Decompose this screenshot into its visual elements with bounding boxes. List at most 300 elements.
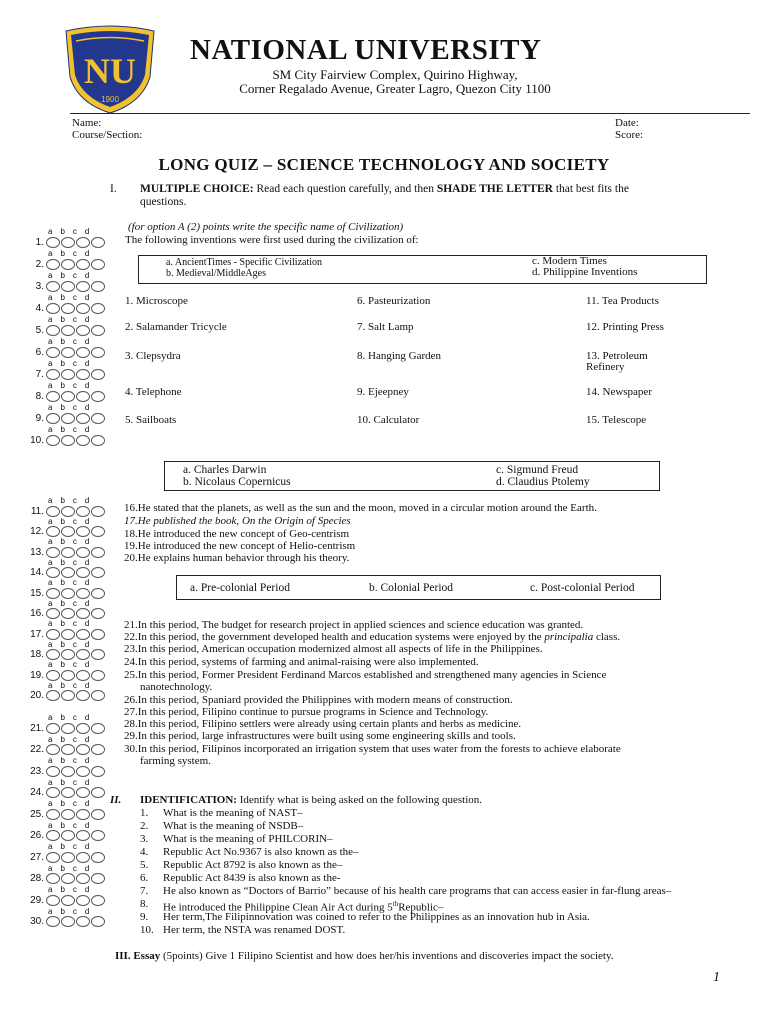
- answer-number: 13.: [30, 546, 44, 558]
- part2-label: IDENTIFICATION:: [140, 794, 237, 806]
- bubble-letters: abcd: [48, 619, 98, 628]
- part1-text2: that best fits the: [552, 183, 629, 195]
- answer-bubble[interactable]: [91, 690, 105, 701]
- answer-bubble[interactable]: [76, 237, 90, 248]
- ident-item: What is the meaning of PHILCORIN–: [163, 833, 333, 845]
- item-11: 11. Tea Products: [586, 295, 659, 307]
- ident-item: Republic Act 8439 is also known as the-: [163, 872, 341, 884]
- answer-bubble[interactable]: [91, 787, 105, 798]
- bubble-letters: abcd: [48, 578, 98, 587]
- answer-bubble[interactable]: [61, 259, 75, 270]
- question-29: 29.In this period, large infrastructures were built using some engineering skills and tools.: [124, 730, 516, 742]
- answer-number: 23.: [30, 765, 44, 777]
- item-12: 12. Printing Press: [586, 321, 664, 333]
- ident-item: Republic Act No.9367 is also known as the–: [163, 846, 359, 858]
- page-number: 1: [713, 970, 720, 985]
- answer-bubble[interactable]: [76, 347, 90, 358]
- answer-bubble[interactable]: [46, 690, 60, 701]
- answer-bubble[interactable]: [76, 547, 90, 558]
- answer-bubble-row: [28, 505, 106, 517]
- answer-bubble[interactable]: [76, 391, 90, 402]
- answer-number: 15.: [30, 587, 44, 599]
- answer-bubble[interactable]: [46, 629, 60, 640]
- answer-bubble[interactable]: [61, 608, 75, 619]
- bubble-letters: abcd: [48, 820, 98, 830]
- answer-bubble[interactable]: [91, 608, 105, 619]
- answer-bubble[interactable]: [46, 567, 60, 578]
- answer-bubble[interactable]: [91, 567, 105, 578]
- option-b: b. Medieval/MiddleAges: [166, 268, 266, 279]
- answer-number: 4.: [35, 302, 44, 314]
- bubble-letters: abcd: [48, 496, 98, 505]
- item-2: 2. Salamander Tricycle: [125, 321, 227, 333]
- answer-number: 2.: [35, 258, 44, 270]
- period-a: a. Pre-colonial Period: [190, 582, 290, 594]
- question-27: 27.In this period, Filipino continue to pursue programs in Science and Technology.: [124, 706, 489, 718]
- answer-bubble[interactable]: [61, 916, 75, 927]
- scientist-c: c. Sigmund Freud: [496, 464, 579, 476]
- answer-bubble[interactable]: [61, 649, 75, 660]
- answer-bubble[interactable]: [76, 787, 90, 798]
- answer-bubble[interactable]: [61, 325, 75, 336]
- quiz-title: LONG QUIZ – SCIENCE TECHNOLOGY AND SOCIETY: [158, 155, 610, 174]
- question-28: 28.In this period, Filipino settlers were already using certain plants and herbs as medicine.: [124, 718, 522, 730]
- answer-bubble[interactable]: [46, 259, 60, 270]
- answer-bubble[interactable]: [46, 413, 60, 424]
- part2-text: Identify what is being asked on the following question.: [236, 794, 482, 806]
- answer-bubble[interactable]: [61, 852, 75, 863]
- answer-number: 16.: [30, 608, 44, 619]
- date-field: Date:: [615, 117, 639, 129]
- answer-bubble[interactable]: [61, 303, 75, 314]
- answer-number: 8.: [35, 390, 44, 402]
- ident-num: 9.: [140, 911, 149, 923]
- address-line-2: Corner Regalado Avenue, Greater Lagro, Quezon City 1100: [239, 81, 551, 96]
- answer-bubble[interactable]: [91, 325, 105, 336]
- answer-bubble-row: [28, 851, 106, 863]
- answer-bubble[interactable]: [61, 830, 75, 841]
- answer-bubble[interactable]: [76, 281, 90, 292]
- answer-bubble[interactable]: [61, 506, 75, 517]
- ident-num: 1.: [140, 807, 149, 819]
- bubble-letters: abcd: [48, 660, 98, 669]
- answer-bubble-row: [28, 649, 106, 661]
- answer-bubble[interactable]: [91, 303, 105, 314]
- answer-bubble-row: [28, 368, 106, 380]
- item-15: 15. Telescope: [586, 414, 647, 426]
- answer-bubble[interactable]: [76, 649, 90, 660]
- answer-number: 24.: [30, 787, 44, 798]
- bubble-letters: abcd: [48, 271, 98, 280]
- answer-bubble[interactable]: [46, 649, 60, 660]
- answer-bubble[interactable]: [61, 588, 75, 599]
- answer-bubble[interactable]: [46, 588, 60, 599]
- answer-bubble-row: [28, 722, 106, 734]
- answer-bubble[interactable]: [46, 787, 60, 798]
- ident-num: 7.: [140, 885, 149, 897]
- period-c: c. Post-colonial Period: [530, 582, 635, 594]
- question-22-c: class.: [593, 631, 621, 643]
- answer-bubble[interactable]: [76, 916, 90, 927]
- answer-bubble[interactable]: [91, 670, 105, 681]
- answer-bubble-row: [28, 324, 106, 336]
- answer-number: 11.: [30, 505, 44, 517]
- answer-bubble-row: [28, 744, 106, 756]
- answer-bubble[interactable]: [91, 391, 105, 402]
- bubble-letters: abcd: [48, 680, 98, 690]
- answer-bubble[interactable]: [76, 303, 90, 314]
- question-18: 18.He introduced the new concept of Geo-centrism: [124, 528, 350, 540]
- question-24: 24.In this period, systems of farming and animal-raising were also implemented.: [124, 656, 479, 668]
- answer-bubble[interactable]: [76, 413, 90, 424]
- answer-number: 1.: [35, 236, 44, 248]
- answer-bubble-row: [28, 434, 106, 446]
- answer-bubble-row: [28, 608, 106, 620]
- ident-item: What is the meaning of NAST–: [163, 807, 303, 819]
- bubble-letters: abcd: [48, 249, 98, 258]
- ident-num: 2.: [140, 820, 149, 832]
- answer-bubble[interactable]: [46, 237, 60, 248]
- answer-bubble[interactable]: [76, 744, 90, 755]
- item-1: 1. Microscope: [125, 295, 188, 307]
- question-22-a: 22.In this period, the government developed health and education systems were enjoyed by the: [124, 631, 545, 643]
- answer-bubble[interactable]: [91, 723, 105, 734]
- university-name: NATIONAL UNIVERSITY: [190, 34, 542, 66]
- option-d: d. Philippine Inventions: [532, 266, 638, 278]
- part1-num: I.: [110, 183, 117, 195]
- answer-bubble[interactable]: [61, 744, 75, 755]
- answer-bubble[interactable]: [46, 608, 60, 619]
- answer-bubble[interactable]: [91, 413, 105, 424]
- answer-bubble[interactable]: [61, 435, 75, 446]
- address-line-1: SM City Fairview Complex, Quirino Highway,: [272, 67, 518, 82]
- answer-number: 28.: [30, 873, 44, 884]
- bubble-letters: abcd: [48, 885, 98, 894]
- answer-bubble[interactable]: [91, 895, 105, 906]
- part3-label: III. Essay: [115, 950, 161, 962]
- answer-bubble[interactable]: [46, 916, 60, 927]
- course-field: Course/Section:: [72, 129, 143, 141]
- answer-bubble-row: [28, 526, 106, 538]
- answer-bubble[interactable]: [46, 809, 60, 820]
- answer-bubble[interactable]: [76, 369, 90, 380]
- answer-bubble[interactable]: [76, 588, 90, 599]
- answer-bubble[interactable]: [61, 766, 75, 777]
- bubble-letters: abcd: [48, 425, 98, 434]
- answer-bubble[interactable]: [91, 506, 105, 517]
- answer-bubble[interactable]: [76, 852, 90, 863]
- answer-bubble[interactable]: [76, 567, 90, 578]
- answer-bubble[interactable]: [76, 766, 90, 777]
- answer-number: 26.: [30, 830, 44, 841]
- question-22-b: principalia: [544, 631, 594, 643]
- bubble-letters: abcd: [48, 734, 98, 744]
- answer-bubble[interactable]: [61, 690, 75, 701]
- answer-bubble[interactable]: [76, 690, 90, 701]
- answer-bubble[interactable]: [46, 526, 60, 537]
- answer-bubble[interactable]: [61, 895, 75, 906]
- answer-bubble[interactable]: [61, 787, 75, 798]
- ident-num: 10.: [140, 924, 154, 936]
- answer-bubble[interactable]: [76, 723, 90, 734]
- item-6: 6. Pasteurization: [357, 295, 431, 307]
- part3: [115, 950, 614, 963]
- answer-bubble[interactable]: [46, 347, 60, 358]
- question-26: 26.In this period, Spaniard provided the Philippines with modern means of construction.: [124, 694, 513, 706]
- answer-bubble[interactable]: [91, 916, 105, 927]
- answer-bubble[interactable]: [61, 347, 75, 358]
- part1-text3: questions.: [140, 196, 187, 208]
- part1-label: MULTIPLE CHOICE:: [140, 183, 254, 195]
- ident-8-num: 8.: [140, 898, 149, 910]
- part1-intro: The following inventions were first used during the civilization of:: [125, 234, 419, 246]
- university-logo: [62, 25, 158, 115]
- answer-bubble[interactable]: [61, 567, 75, 578]
- answer-bubble[interactable]: [91, 766, 105, 777]
- answer-bubble[interactable]: [46, 369, 60, 380]
- bubble-letters: abcd: [48, 359, 98, 368]
- ident-num: 4.: [140, 846, 149, 858]
- answer-number: 27.: [30, 851, 44, 863]
- answer-bubble-row: [28, 587, 106, 599]
- answer-bubble[interactable]: [76, 670, 90, 681]
- part3-text: (5points) Give 1 Filipino Scientist and how does her/his inventions and discoveries impact the society.: [160, 950, 614, 962]
- answer-bubble[interactable]: [91, 347, 105, 358]
- bubble-letters: abcd: [48, 403, 98, 412]
- item-4: 4. Telephone: [125, 386, 182, 398]
- answer-bubble-row: [28, 765, 106, 777]
- answer-bubble-row: [28, 346, 106, 358]
- bubble-letters: abcd: [48, 777, 98, 787]
- answer-bubble[interactable]: [76, 608, 90, 619]
- answer-bubble[interactable]: [61, 281, 75, 292]
- answer-number: 29.: [30, 894, 44, 906]
- item-8: 8. Hanging Garden: [357, 350, 442, 362]
- answer-bubble-row: [28, 690, 106, 702]
- answer-bubble[interactable]: [76, 506, 90, 517]
- answer-bubble-row: [28, 412, 106, 424]
- question-21: 21.In this period, The budget for research project in applied sciences and science education was granted.: [124, 619, 584, 631]
- answer-bubble[interactable]: [91, 809, 105, 820]
- answer-bubble[interactable]: [46, 547, 60, 558]
- bubble-letters: abcd: [48, 337, 98, 346]
- question-30-cont: farming system.: [140, 755, 211, 767]
- ident-item: Her term, the NSTA was renamed DOST.: [163, 924, 346, 936]
- ident-num: 6.: [140, 872, 149, 884]
- answer-number: 10.: [30, 434, 44, 446]
- answer-number: 6.: [35, 346, 44, 358]
- answer-bubble[interactable]: [76, 830, 90, 841]
- answer-bubble-row: [28, 669, 106, 681]
- answer-bubble-row: [28, 546, 106, 558]
- answer-bubble[interactable]: [46, 723, 60, 734]
- bubble-letters: abcd: [48, 537, 98, 546]
- answer-bubble[interactable]: [61, 629, 75, 640]
- answer-bubble[interactable]: [91, 281, 105, 292]
- question-19: 19.He introduced the new concept of Helio-centrism: [124, 540, 356, 552]
- answer-bubble[interactable]: [46, 670, 60, 681]
- answer-bubble[interactable]: [91, 649, 105, 660]
- answer-number: 30.: [30, 916, 44, 927]
- bubble-letters: abcd: [48, 799, 98, 808]
- item-7: 7. Salt Lamp: [357, 321, 414, 333]
- answer-bubble-row: [28, 302, 106, 314]
- answer-bubble[interactable]: [91, 369, 105, 380]
- answer-bubble[interactable]: [91, 588, 105, 599]
- header-rule: [70, 113, 750, 114]
- ident-item: He also known as “Doctors of Barrio” because of his health care programs that can access easier in far-flung areas–: [163, 885, 672, 897]
- answer-bubble[interactable]: [61, 237, 75, 248]
- bubble-letters: abcd: [48, 516, 98, 526]
- answer-bubble-row: [28, 787, 106, 799]
- name-field: Name:: [72, 117, 102, 129]
- answer-bubble[interactable]: [46, 830, 60, 841]
- answer-bubble-row: [28, 628, 106, 640]
- answer-bubble[interactable]: [91, 259, 105, 270]
- item-3: 3. Clepsydra: [125, 350, 181, 362]
- answer-bubble[interactable]: [46, 506, 60, 517]
- answer-bubble-row: [28, 567, 106, 579]
- answer-bubble[interactable]: [76, 526, 90, 537]
- question-25: 25.In this period, Former President Ferdinand Marcos established and strengthened many agencies in Science: [124, 669, 607, 681]
- ident-item: What is the meaning of NSDB–: [163, 820, 304, 832]
- answer-number: 12.: [30, 526, 44, 537]
- option-a: a. AncientTimes - Specific Civilization: [166, 257, 322, 268]
- answer-bubble[interactable]: [61, 547, 75, 558]
- option-c: c. Modern Times: [532, 255, 607, 267]
- answer-bubble[interactable]: [61, 526, 75, 537]
- answer-bubble[interactable]: [46, 391, 60, 402]
- ident-num: 3.: [140, 833, 149, 845]
- ident-item: Her term,The Filipinnovation was coined to refer to the Philippines as an innovation hub in Asia.: [163, 911, 590, 923]
- bubble-letters: abcd: [48, 906, 98, 916]
- bubble-letters: abcd: [48, 315, 98, 324]
- answer-bubble[interactable]: [76, 873, 90, 884]
- part1-text1: Read each question carefully, and then: [253, 183, 437, 195]
- answer-number: 14.: [30, 567, 44, 578]
- scientist-d: d. Claudius Ptolemy: [496, 476, 590, 488]
- question-30: 30.In this period, Filipinos incorporated an irrigation system that uses water from the forests to achieve elaborate: [124, 743, 621, 755]
- answer-bubble[interactable]: [46, 895, 60, 906]
- item-9: 9. Ejeepney: [357, 386, 409, 398]
- scientist-b: b. Nicolaus Copernicus: [183, 476, 291, 488]
- answer-bubble[interactable]: [91, 629, 105, 640]
- answer-bubble-row: [28, 390, 106, 402]
- answer-bubble[interactable]: [46, 744, 60, 755]
- answer-bubble[interactable]: [91, 852, 105, 863]
- question-17: [124, 515, 351, 528]
- bubble-letters: abcd: [48, 557, 98, 567]
- answer-bubble[interactable]: [76, 435, 90, 446]
- question-23: 23.In this period, American occupation modernized almost all aspects of life in the Philippines.: [124, 643, 543, 655]
- answer-bubble[interactable]: [76, 259, 90, 270]
- answer-bubble[interactable]: [76, 325, 90, 336]
- answer-bubble[interactable]: [91, 873, 105, 884]
- part2-instructions: [140, 794, 482, 807]
- answer-bubble[interactable]: [91, 237, 105, 248]
- bubble-letters: abcd: [48, 756, 98, 765]
- part1-note: (for option A (2) points write the specific name of Civilization): [128, 221, 404, 233]
- question-20: 20.He explains human behavior through his theory.: [124, 552, 350, 564]
- answer-number: 17.: [30, 628, 44, 640]
- answer-number: 7.: [35, 368, 44, 380]
- answer-bubble[interactable]: [61, 391, 75, 402]
- answer-bubble[interactable]: [61, 809, 75, 820]
- bubble-letters: abcd: [48, 863, 98, 873]
- answer-bubble[interactable]: [91, 435, 105, 446]
- answer-bubble[interactable]: [76, 895, 90, 906]
- item-14: 14. Newspaper: [586, 386, 652, 398]
- answer-number: 22.: [30, 744, 44, 755]
- question-17-book: On the Origin of Species: [241, 515, 351, 527]
- ident-item: Republic Act 8792 is also known as the–: [163, 859, 343, 871]
- part2-num: II.: [110, 794, 122, 806]
- answer-number: 25.: [30, 808, 44, 820]
- answer-bubble[interactable]: [61, 369, 75, 380]
- ident-8-sup: th: [392, 900, 399, 908]
- answer-number: 19.: [30, 669, 44, 681]
- part1-instructions: [140, 183, 685, 209]
- answer-bubble[interactable]: [61, 670, 75, 681]
- answer-bubble[interactable]: [61, 413, 75, 424]
- ident-8: [163, 898, 443, 915]
- bubble-letters: abcd: [48, 842, 98, 851]
- answer-bubble[interactable]: [91, 526, 105, 537]
- bubble-letters: abcd: [48, 639, 98, 649]
- ident-8-b: Republic–: [398, 901, 444, 914]
- answer-bubble-row: [28, 808, 106, 820]
- answer-number: 20.: [30, 690, 44, 701]
- answer-bubble[interactable]: [46, 852, 60, 863]
- answer-bubble[interactable]: [46, 281, 60, 292]
- answer-bubble-row: [28, 916, 106, 928]
- answer-bubble[interactable]: [76, 809, 90, 820]
- bubble-letters: abcd: [48, 227, 98, 236]
- part1-shade: SHADE THE LETTER: [436, 183, 553, 195]
- item-10: 10. Calculator: [357, 414, 420, 426]
- answer-bubble[interactable]: [91, 547, 105, 558]
- answer-number: 5.: [35, 324, 44, 336]
- logo-year: 1900: [101, 95, 119, 104]
- ident-8-a: He introduced the Philippine Clean Air Act during 5: [163, 901, 393, 914]
- answer-bubble[interactable]: [91, 830, 105, 841]
- bubble-letters: abcd: [48, 381, 98, 390]
- answer-bubble[interactable]: [61, 723, 75, 734]
- answer-bubble-row: [28, 894, 106, 906]
- period-b: b. Colonial Period: [369, 582, 454, 594]
- question-25-cont: nanotechnology.: [140, 681, 213, 693]
- bubble-letters: abcd: [48, 598, 98, 608]
- answer-bubble[interactable]: [46, 766, 60, 777]
- answer-bubble[interactable]: [91, 744, 105, 755]
- scientist-a: a. Charles Darwin: [183, 464, 267, 476]
- answer-bubble[interactable]: [46, 873, 60, 884]
- answer-bubble[interactable]: [76, 629, 90, 640]
- item-5: 5. Sailboats: [125, 414, 177, 426]
- answer-bubble-row: [28, 873, 106, 885]
- answer-number: 21.: [30, 722, 44, 734]
- score-field: Score:: [615, 129, 644, 141]
- item-13-cont: Refinery: [586, 361, 625, 373]
- logo-letters: NU: [84, 51, 136, 91]
- answer-bubble[interactable]: [61, 873, 75, 884]
- answer-bubble[interactable]: [46, 435, 60, 446]
- answer-bubble-row: [28, 830, 106, 842]
- ident-num: 5.: [140, 859, 149, 871]
- answer-bubble[interactable]: [46, 303, 60, 314]
- bubble-letters: abcd: [48, 293, 98, 302]
- answer-bubble[interactable]: [46, 325, 60, 336]
